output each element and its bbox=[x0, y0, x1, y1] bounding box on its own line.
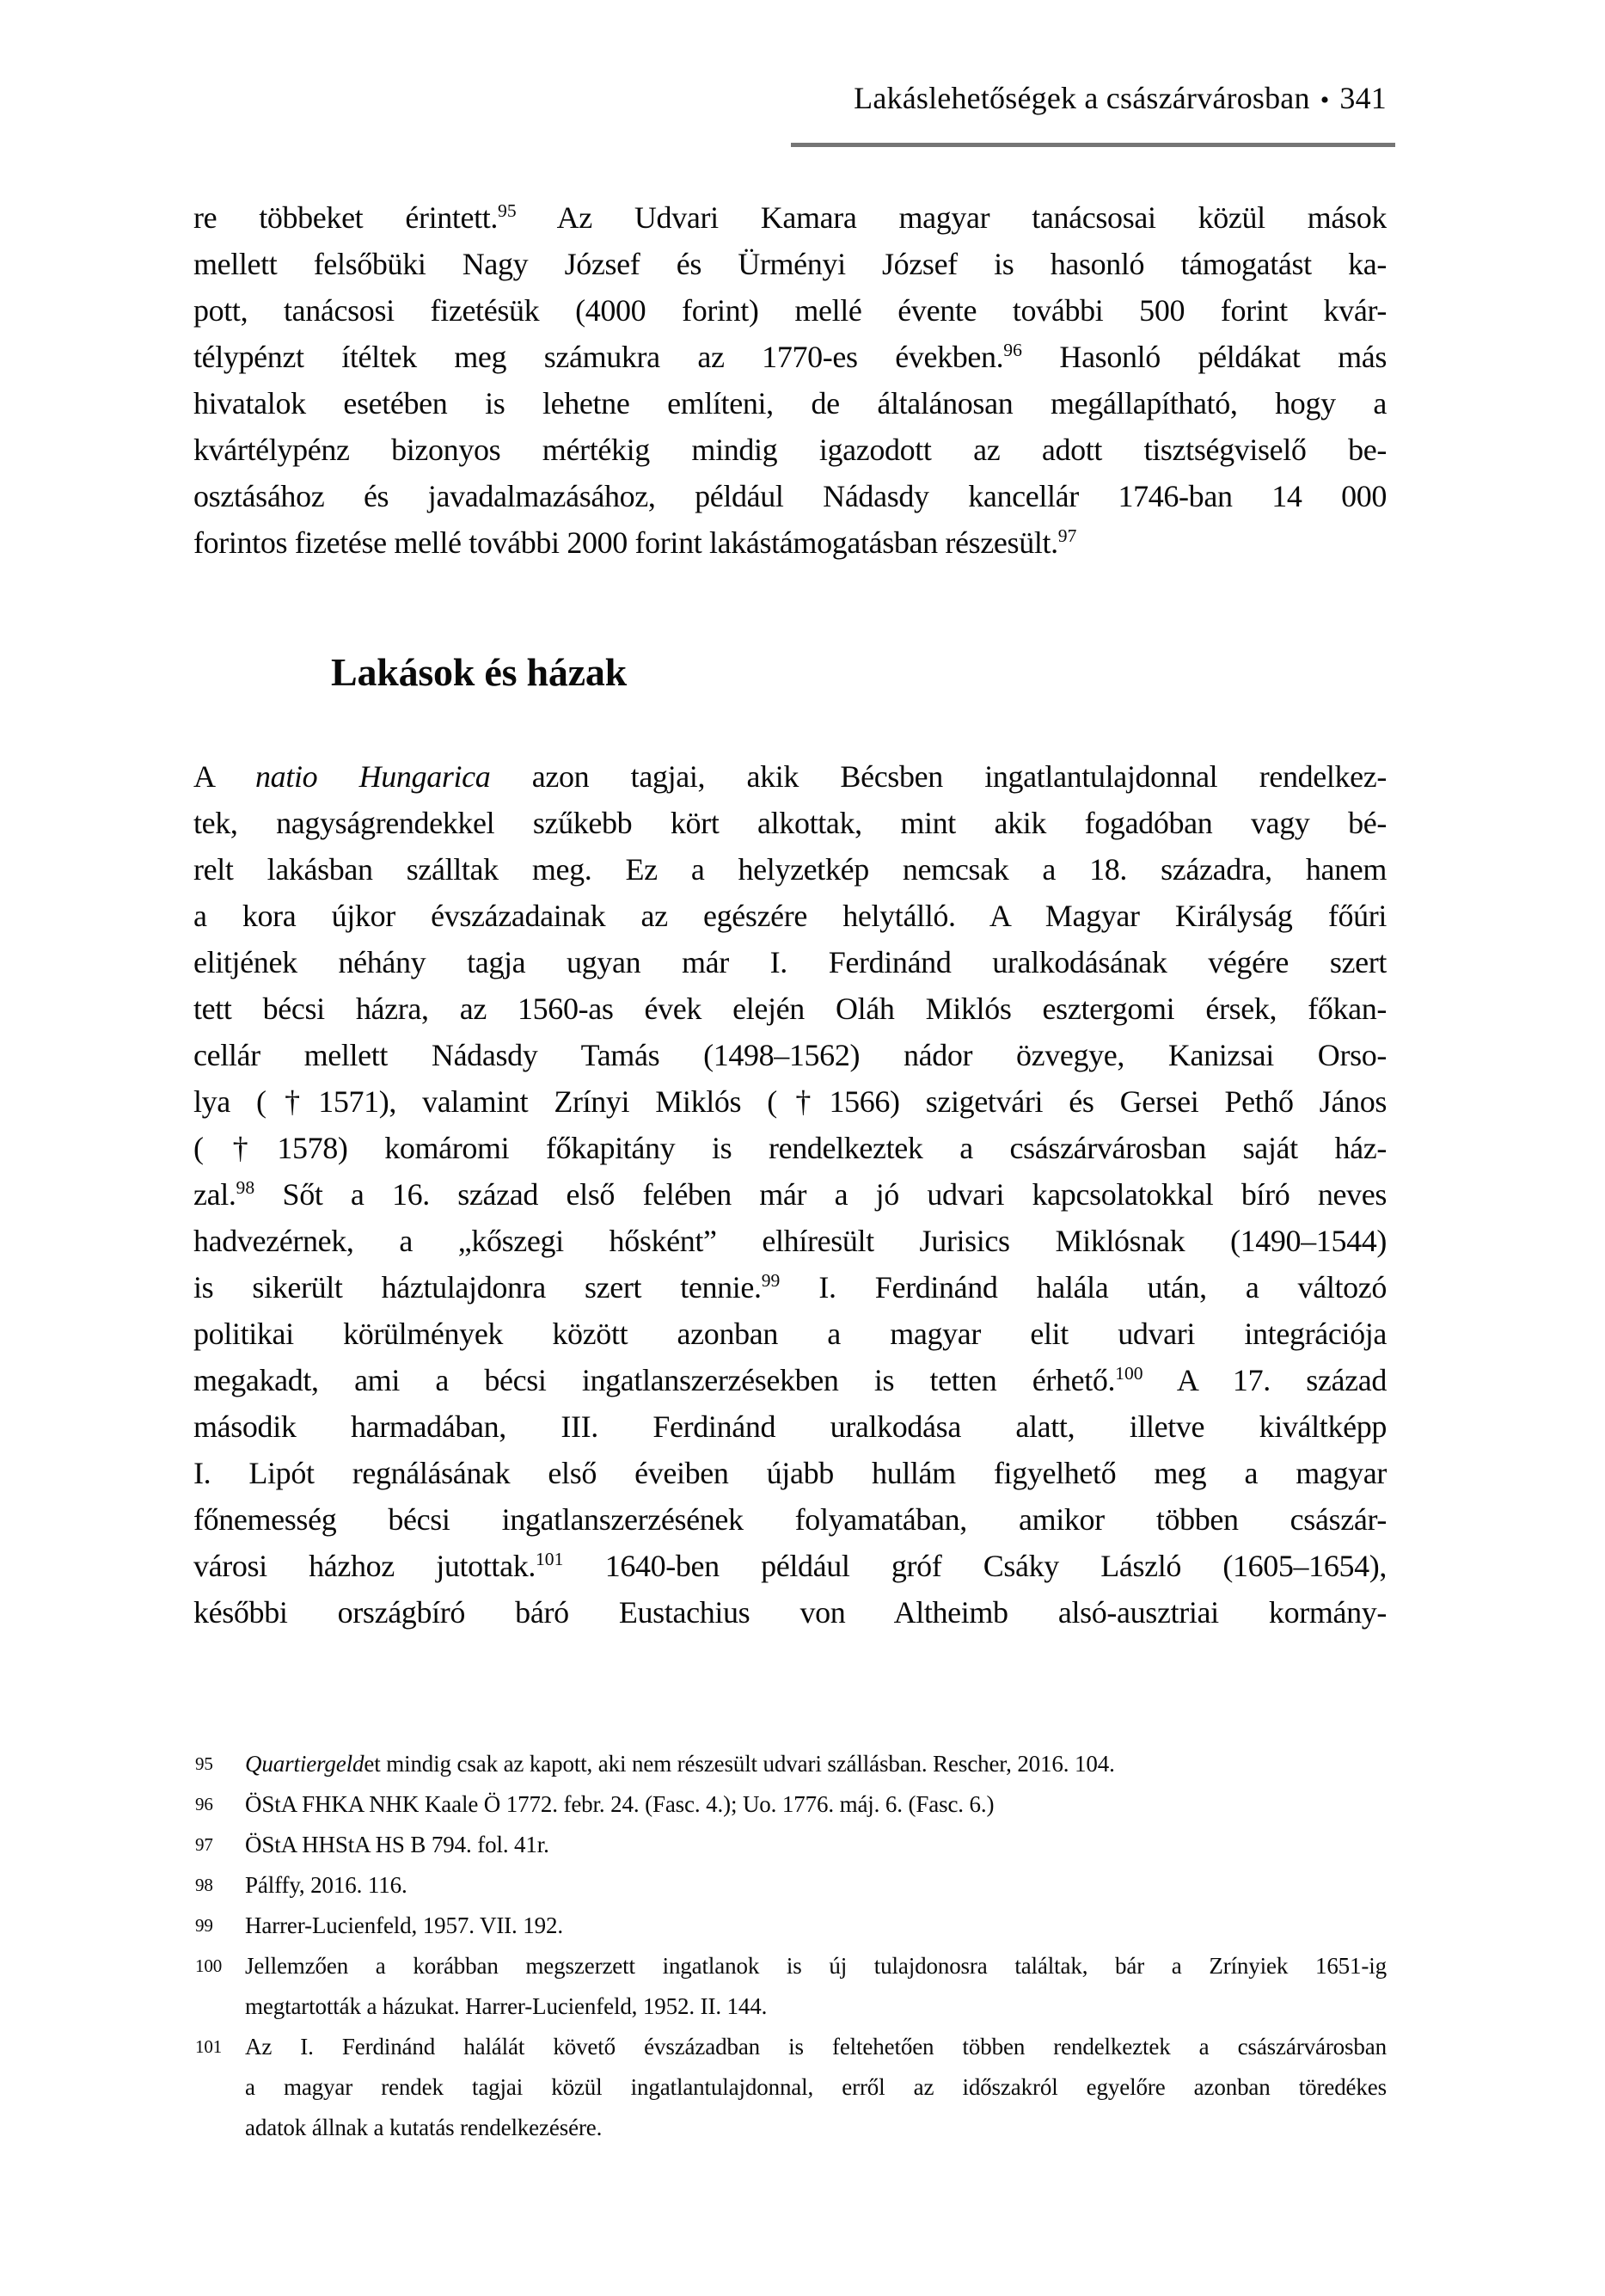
text-run: Pálffy, 2016. 116. bbox=[245, 1872, 407, 1898]
text-run: adatok állnak a kutatás rendelkezésére. bbox=[245, 2115, 603, 2140]
page-title: Lakáslehetőségek a császárvárosban bbox=[854, 81, 1310, 115]
running-head bbox=[193, 79, 1387, 120]
text-run: hadvezérnek, a „kőszegi hősként” elhíresült Jurisics Miklósnak (1490–1544) bbox=[193, 1224, 1387, 1258]
text-line bbox=[193, 519, 1387, 566]
text-run: is sikerült háztulajdonra szert tennie. bbox=[193, 1270, 762, 1305]
text-run: I. Lipót regnálásának első éveiben újabb hullám figyelhető meg a magyar bbox=[193, 1456, 1387, 1490]
footnote-number: 99 bbox=[195, 1915, 213, 1936]
text-line bbox=[245, 2108, 1387, 2148]
text-run: Jellemzően a korábban megszerzett ingatlanok is új tulajdonosra találtak, bár a Zrínyiek 1651-ig bbox=[245, 1953, 1387, 1979]
text-line bbox=[193, 846, 1387, 893]
text-line bbox=[193, 1496, 1387, 1543]
text-run: A 17. század bbox=[1142, 1363, 1387, 1397]
text-run: hivatalok esetében is lehetne említeni, de általánosan megállapítható, hogy a bbox=[193, 386, 1387, 421]
text-block bbox=[193, 0, 1387, 2296]
text-line bbox=[193, 1589, 1387, 1636]
bullet-separator: • bbox=[1320, 86, 1330, 114]
text-run: Az Udvari Kamara magyar tanácsosai közül mások bbox=[516, 200, 1387, 235]
text-line bbox=[245, 1865, 1387, 1906]
footnote-number: 97 bbox=[195, 1834, 213, 1855]
footnote-text bbox=[245, 2027, 1387, 2148]
text-run: azon tagjai, akik Bécsben ingatlantulajdonnal rendelkez- bbox=[490, 759, 1387, 794]
text-line bbox=[245, 2027, 1387, 2067]
text-line bbox=[193, 1403, 1387, 1450]
text-run: a kora újkor évszázadainak az egészére helytálló. A Magyar Királyság főúri bbox=[193, 899, 1387, 933]
italic-text: Quartiergeld bbox=[245, 1751, 364, 1777]
text-run: zal. bbox=[193, 1177, 236, 1212]
text-run: cellár mellett Nádasdy Tamás (1498–1562) nádor özvegye, Kanizsai Orso- bbox=[193, 1038, 1387, 1072]
text-run: városi házhoz jutottak. bbox=[193, 1549, 536, 1583]
footnote-item bbox=[193, 2027, 1387, 2148]
text-line bbox=[193, 1311, 1387, 1357]
text-run: ÖStA FHKA NHK Kaale Ö 1772. febr. 24. (Fasc. 4.); Uo. 1776. máj. 6. (Fasc. 6.) bbox=[245, 1791, 995, 1817]
text-line bbox=[193, 800, 1387, 846]
text-line bbox=[193, 473, 1387, 519]
footnote-number: 98 bbox=[195, 1875, 213, 1895]
text-line bbox=[193, 1171, 1387, 1218]
footnote-reference: 96 bbox=[1003, 340, 1022, 360]
text-run: (†1578) komáromi főkapitány is rendelkeztek a császárvárosban saját ház- bbox=[193, 1131, 1387, 1165]
footnote-item bbox=[193, 1906, 1387, 1946]
text-run: 1640-ben például gróf Csáky László (1605–1654), bbox=[563, 1549, 1387, 1583]
text-line bbox=[245, 1986, 1387, 2027]
text-line bbox=[245, 1906, 1387, 1946]
paragraph-2 bbox=[193, 753, 1387, 1636]
text-line bbox=[245, 1946, 1387, 1986]
text-line bbox=[193, 939, 1387, 985]
text-line bbox=[193, 893, 1387, 939]
footnotes bbox=[193, 1744, 1387, 2148]
text-line bbox=[193, 1218, 1387, 1264]
header-rule bbox=[791, 143, 1395, 147]
footnote-text bbox=[245, 1825, 1387, 1865]
text-run: politikai körülmények között azonban a magyar elit udvari integrációja bbox=[193, 1317, 1387, 1351]
text-line bbox=[193, 1125, 1387, 1171]
footnote-text bbox=[245, 1865, 1387, 1906]
footnote-reference: 95 bbox=[498, 200, 517, 221]
text-line bbox=[193, 985, 1387, 1032]
text-run: a magyar rendek tagjai közül ingatlantulajdonnal, erről az időszakról egyelőre azonban töredékes bbox=[245, 2074, 1387, 2100]
text-line bbox=[193, 1264, 1387, 1311]
page-number: 341 bbox=[1339, 81, 1387, 115]
text-line bbox=[193, 241, 1387, 287]
text-run: relt lakásban szálltak meg. Ez a helyzetkép nemcsak a 18. századra, hanem bbox=[193, 852, 1387, 887]
text-run: Hasonló példákat más bbox=[1021, 340, 1387, 374]
footnote-text bbox=[245, 1744, 1387, 1784]
text-run: második harmadában, III. Ferdinánd uralkodása alatt, illetve kiváltképp bbox=[193, 1409, 1387, 1444]
text-line bbox=[193, 287, 1387, 334]
text-line bbox=[193, 753, 1387, 800]
footnote-item bbox=[193, 1784, 1387, 1825]
footnote-number: 95 bbox=[195, 1753, 213, 1774]
text-run: megtartották a házukat. Harrer-Lucienfeld, 1952. II. 144. bbox=[245, 1993, 768, 2019]
paragraph-1 bbox=[193, 194, 1387, 566]
text-run: Harrer-Lucienfeld, 1957. VII. 192. bbox=[245, 1912, 563, 1938]
text-run: megakadt, ami a bécsi ingatlanszerzésekben is tetten érhető. bbox=[193, 1363, 1116, 1397]
text-run: tek, nagyságrendekkel szűkebb kört alkottak, mint akik fogadóban vagy bé- bbox=[193, 806, 1387, 840]
text-line bbox=[193, 334, 1387, 380]
footnote-reference: 99 bbox=[761, 1270, 781, 1291]
text-line bbox=[193, 380, 1387, 427]
text-line bbox=[245, 1744, 1387, 1784]
footnote-text bbox=[245, 1946, 1387, 2027]
footnote-item bbox=[193, 1946, 1387, 2027]
text-line bbox=[193, 427, 1387, 473]
text-line bbox=[193, 1450, 1387, 1496]
text-line bbox=[245, 1825, 1387, 1865]
text-line bbox=[193, 1032, 1387, 1078]
footnote-reference: 101 bbox=[535, 1549, 564, 1569]
footnote-number: 96 bbox=[195, 1794, 213, 1814]
text-run: tett bécsi házra, az 1560-as évek elején Oláh Miklós esztergomi érsek, főkan- bbox=[193, 991, 1387, 1026]
section-heading: Lakások és házak bbox=[331, 650, 627, 694]
footnote-item bbox=[193, 1825, 1387, 1865]
text-run: télypénzt ítéltek meg számukra az 1770-es években. bbox=[193, 340, 1004, 374]
text-run: kvártélypénz bizonyos mértékig mindig igazodott az adott tisztségviselő be- bbox=[193, 433, 1387, 467]
text-line bbox=[193, 1078, 1387, 1125]
footnote-text bbox=[245, 1784, 1387, 1825]
text-run: lya (†1571), valamint Zrínyi Miklós (†1566) szigetvári és Gersei Pethő János bbox=[193, 1084, 1387, 1119]
text-run: Sőt a 16. század első felében már a jó udvari kapcsolatokkal bíró neves bbox=[254, 1177, 1387, 1212]
footnote-item bbox=[193, 1865, 1387, 1906]
text-run: főnemesség bécsi ingatlanszerzésének folyamatában, amikor többen császár- bbox=[193, 1502, 1387, 1537]
italic-text: natio Hungarica bbox=[255, 759, 491, 794]
text-run: mellett felsőbüki Nagy József és Ürményi József is hasonló támogatást ka- bbox=[193, 247, 1387, 281]
footnote-reference: 97 bbox=[1057, 525, 1077, 546]
text-run: pott, tanácsosi fizetésük (4000 forint) mellé évente további 500 forint kvár- bbox=[193, 293, 1387, 328]
text-line bbox=[193, 1543, 1387, 1589]
text-run: forintos fizetése mellé további 2000 forint lakástámogatásban részesült. bbox=[193, 525, 1058, 560]
footnote-reference: 100 bbox=[1115, 1363, 1143, 1384]
text-run: ÖStA HHStA HS B 794. fol. 41r. bbox=[245, 1832, 549, 1857]
footnote-reference: 98 bbox=[236, 1177, 255, 1198]
text-run: elitjének néhány tagja ugyan már I. Ferdinánd uralkodásának végére szert bbox=[193, 945, 1387, 979]
text-line bbox=[193, 1357, 1387, 1403]
text-line bbox=[245, 1784, 1387, 1825]
text-run: osztásához és javadalmazásához, például Nádasdy kancellár 1746-ban 14 000 bbox=[193, 479, 1387, 513]
text-run: későbbi országbíró báró Eustachius von Altheimb alsó-ausztriai kormány- bbox=[193, 1595, 1387, 1630]
text-line bbox=[193, 194, 1387, 241]
footnote-item bbox=[193, 1744, 1387, 1784]
footnote-text bbox=[245, 1906, 1387, 1946]
text-run: I. Ferdinánd halála után, a változó bbox=[780, 1270, 1387, 1305]
text-run: A bbox=[193, 759, 256, 794]
text-run: re többeket érintett. bbox=[193, 200, 499, 235]
footnote-number: 101 bbox=[195, 2036, 223, 2057]
footnote-number: 100 bbox=[195, 1955, 223, 1976]
text-run: et mindig csak az kapott, aki nem részesült udvari szállásban. Rescher, 2016. 104. bbox=[364, 1751, 1115, 1777]
text-line bbox=[245, 2067, 1387, 2108]
text-run: Az I. Ferdinánd halálát követő évszázadban is feltehetően többen rendelkeztek a császárvárosban bbox=[245, 2034, 1387, 2060]
